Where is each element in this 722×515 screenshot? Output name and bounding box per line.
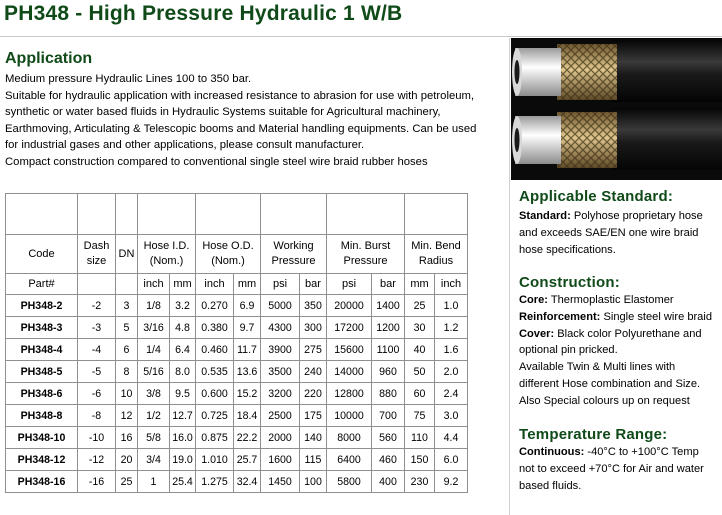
table-cell: -12 [78, 449, 116, 471]
table-cell: 4.4 [435, 427, 468, 449]
part-number-cell: PH348-12 [6, 449, 78, 471]
header-hose-od: Hose O.D. (Nom.) [196, 235, 261, 274]
temperature-heading: Temperature Range: [519, 426, 668, 443]
table-cell: 300 [300, 317, 327, 339]
table-cell: 3.0 [435, 405, 468, 427]
table-cell: 150 [405, 449, 435, 471]
table-cell: 1/8 [138, 295, 170, 317]
column-divider [509, 38, 510, 515]
table-cell: -5 [78, 361, 116, 383]
table-row [6, 339, 468, 361]
table-cell: 0.725 [196, 405, 234, 427]
table-cell: 1100 [372, 339, 405, 361]
application-heading: Application [5, 50, 93, 67]
table-cell: 8000 [327, 427, 372, 449]
table-cell: 230 [405, 471, 435, 493]
table-cell: 12800 [327, 383, 372, 405]
table-cell: 0.600 [196, 383, 234, 405]
table-cell: 5000 [261, 295, 300, 317]
table-cell: -2 [78, 295, 116, 317]
application-line: Earthmoving, Articulating & Telescopic booms and Material handling equipments. Can be used [5, 122, 477, 135]
table-cell: 1 [138, 471, 170, 493]
table-row [6, 405, 468, 427]
header-working-pressure: Working Pressure [261, 235, 327, 274]
subheader-unit: inch [196, 274, 234, 295]
table-cell: 3/4 [138, 449, 170, 471]
table-cell: 6.9 [234, 295, 261, 317]
table-cell: 50 [405, 361, 435, 383]
standard-heading: Applicable Standard: [519, 188, 674, 205]
table-cell: 100 [300, 471, 327, 493]
table-cell: 22.2 [234, 427, 261, 449]
header-dn: DN [116, 235, 138, 274]
table-cell: 15.2 [234, 383, 261, 405]
table-cell: 1.2 [435, 317, 468, 339]
table-cell: 9.2 [435, 471, 468, 493]
table-cell: 25.7 [234, 449, 261, 471]
header-spacer [138, 194, 196, 235]
table-cell: 8.0 [170, 361, 196, 383]
table-cell: 9.5 [170, 383, 196, 405]
table-cell: 460 [372, 449, 405, 471]
table-cell: 18.4 [234, 405, 261, 427]
standard-text: Standard: Polyhose proprietary hose and exceeds SAE/EN one wire braid hose specifications. [519, 210, 703, 256]
construction-heading: Construction: [519, 274, 620, 291]
subheader-unit: mm [170, 274, 196, 295]
table-cell: 10000 [327, 405, 372, 427]
table-cell: 240 [300, 361, 327, 383]
table-cell: 20 [116, 449, 138, 471]
table-cell: 1.010 [196, 449, 234, 471]
table-cell: 350 [300, 295, 327, 317]
header-min-burst: Min. Burst Pressure [327, 235, 405, 274]
table-cell: 2500 [261, 405, 300, 427]
hose-product-image [511, 38, 722, 180]
part-number-cell: PH348-2 [6, 295, 78, 317]
table-cell: 1600 [261, 449, 300, 471]
part-number-cell: PH348-6 [6, 383, 78, 405]
table-cell: 1.6 [435, 339, 468, 361]
application-line: Suitable for hydraulic application with increased resistance to abrasion for use with petroleum, [5, 89, 475, 102]
lower-hose-graphic [512, 108, 722, 170]
table-cell: 0.380 [196, 317, 234, 339]
table-cell: 15600 [327, 339, 372, 361]
subheader-unit: inch [435, 274, 468, 295]
header-spacer [78, 194, 116, 235]
page-title: PH348 - High Pressure Hydraulic 1 W/B [4, 2, 403, 25]
table-cell: 1400 [372, 295, 405, 317]
subheader-unit: inch [138, 274, 170, 295]
spec-table [5, 193, 468, 493]
application-line: for industrial gases and other applications, please consult manufacturer. [5, 139, 365, 152]
table-cell: 20000 [327, 295, 372, 317]
table-cell: 30 [405, 317, 435, 339]
table-cell: -3 [78, 317, 116, 339]
table-cell: 3.2 [170, 295, 196, 317]
table-cell: 275 [300, 339, 327, 361]
table-cell: 115 [300, 449, 327, 471]
table-cell: 2000 [261, 427, 300, 449]
table-cell: 32.4 [234, 471, 261, 493]
upper-hose-graphic [512, 40, 722, 102]
table-cell: 0.270 [196, 295, 234, 317]
table-cell: 960 [372, 361, 405, 383]
header-hose-id: Hose I.D. (Nom.) [138, 235, 196, 274]
part-number-cell: PH348-5 [6, 361, 78, 383]
table-cell: 0.875 [196, 427, 234, 449]
table-row [6, 383, 468, 405]
table-cell: 5/16 [138, 361, 170, 383]
table-cell: -16 [78, 471, 116, 493]
table-cell: 3900 [261, 339, 300, 361]
table-cell: 175 [300, 405, 327, 427]
table-cell: 5800 [327, 471, 372, 493]
table-header-spacer-row [6, 194, 468, 235]
header-spacer [405, 194, 468, 235]
application-text [5, 71, 505, 171]
table-cell: 25 [405, 295, 435, 317]
table-cell: 13.6 [234, 361, 261, 383]
table-row [6, 449, 468, 471]
subheader-unit: bar [372, 274, 405, 295]
title-divider [0, 36, 722, 37]
table-cell: 2.0 [435, 361, 468, 383]
header-spacer [116, 194, 138, 235]
hose-illustration [511, 38, 722, 180]
part-number-cell: PH348-4 [6, 339, 78, 361]
table-cell: 14000 [327, 361, 372, 383]
table-row [6, 295, 468, 317]
table-row [6, 317, 468, 339]
subheader-unit: bar [300, 274, 327, 295]
application-line: Medium pressure Hydraulic Lines 100 to 350 bar. [5, 73, 252, 85]
table-cell: 17200 [327, 317, 372, 339]
part-number-cell: PH348-8 [6, 405, 78, 427]
table-cell: 1/2 [138, 405, 170, 427]
table-body [6, 295, 468, 493]
header-spacer [196, 194, 261, 235]
table-header-row [6, 235, 468, 274]
table-cell: 3200 [261, 383, 300, 405]
table-cell: 16.0 [170, 427, 196, 449]
table-cell: -6 [78, 383, 116, 405]
table-cell: 1.0 [435, 295, 468, 317]
header-spacer [6, 194, 78, 235]
table-cell: 10 [116, 383, 138, 405]
table-cell: 40 [405, 339, 435, 361]
header-code: Code [6, 235, 78, 274]
application-line: Compact construction compared to conventional single steel wire braid rubber hoses [5, 155, 428, 168]
table-row [6, 471, 468, 493]
table-cell: 75 [405, 405, 435, 427]
table-cell: 25 [116, 471, 138, 493]
table-cell: 220 [300, 383, 327, 405]
table-cell: 110 [405, 427, 435, 449]
table-cell: 4.8 [170, 317, 196, 339]
table-cell: 12.7 [170, 405, 196, 427]
table-cell: 6 [116, 339, 138, 361]
table-cell: 3 [116, 295, 138, 317]
header-min-bend: Min. Bend Radius [405, 235, 468, 274]
subheader-unit: psi [327, 274, 372, 295]
table-row [6, 361, 468, 383]
table-cell: 3/16 [138, 317, 170, 339]
construction-text: Core: Thermoplastic Elastomer Reinforcement: Single steel wire braid Cover: Black color Polyurethane and optional pin pricked. Available Twin & Multi lines with different Hose combination and Size. Also Special colours up on request [519, 294, 712, 407]
temperature-text: Continuous: -40°C to +100°C Temp not to exceed +70°C for Air and water based fluids. [519, 446, 704, 492]
subheader-unit: mm [234, 274, 261, 295]
part-number-cell: PH348-3 [6, 317, 78, 339]
subheader-part: Part# [6, 274, 78, 295]
table-cell: 19.0 [170, 449, 196, 471]
table-cell: 16 [116, 427, 138, 449]
application-line: synthetic or water based fluids in Hydraulic Systems suitable for Agricultural machinery, [5, 106, 441, 119]
table-subheader-row [6, 274, 468, 295]
header-spacer [261, 194, 327, 235]
subheader-unit: psi [261, 274, 300, 295]
table-cell: 8 [116, 361, 138, 383]
table-cell: 3500 [261, 361, 300, 383]
table-cell: 25.4 [170, 471, 196, 493]
table-cell: 560 [372, 427, 405, 449]
part-number-cell: PH348-10 [6, 427, 78, 449]
subheader-blank [78, 274, 116, 295]
table-cell: 140 [300, 427, 327, 449]
table-cell: 400 [372, 471, 405, 493]
table-cell: 0.460 [196, 339, 234, 361]
subheader-blank [116, 274, 138, 295]
subheader-unit: mm [405, 274, 435, 295]
table-cell: 11.7 [234, 339, 261, 361]
table-row [6, 427, 468, 449]
table-cell: 9.7 [234, 317, 261, 339]
table-cell: 6.4 [170, 339, 196, 361]
table-cell: 1200 [372, 317, 405, 339]
header-dash-size: Dash size [78, 235, 116, 274]
table-cell: 60 [405, 383, 435, 405]
table-cell: -10 [78, 427, 116, 449]
table-cell: 700 [372, 405, 405, 427]
table-cell: 5 [116, 317, 138, 339]
header-spacer [327, 194, 405, 235]
table-cell: 1/4 [138, 339, 170, 361]
table-cell: 6.0 [435, 449, 468, 471]
table-cell: 1450 [261, 471, 300, 493]
table-cell: 3/8 [138, 383, 170, 405]
part-number-cell: PH348-16 [6, 471, 78, 493]
table-cell: -4 [78, 339, 116, 361]
table-cell: -8 [78, 405, 116, 427]
table-cell: 0.535 [196, 361, 234, 383]
table-cell: 2.4 [435, 383, 468, 405]
table-cell: 880 [372, 383, 405, 405]
table-cell: 5/8 [138, 427, 170, 449]
table-cell: 12 [116, 405, 138, 427]
table-cell: 6400 [327, 449, 372, 471]
table-cell: 1.275 [196, 471, 234, 493]
table-cell: 4300 [261, 317, 300, 339]
